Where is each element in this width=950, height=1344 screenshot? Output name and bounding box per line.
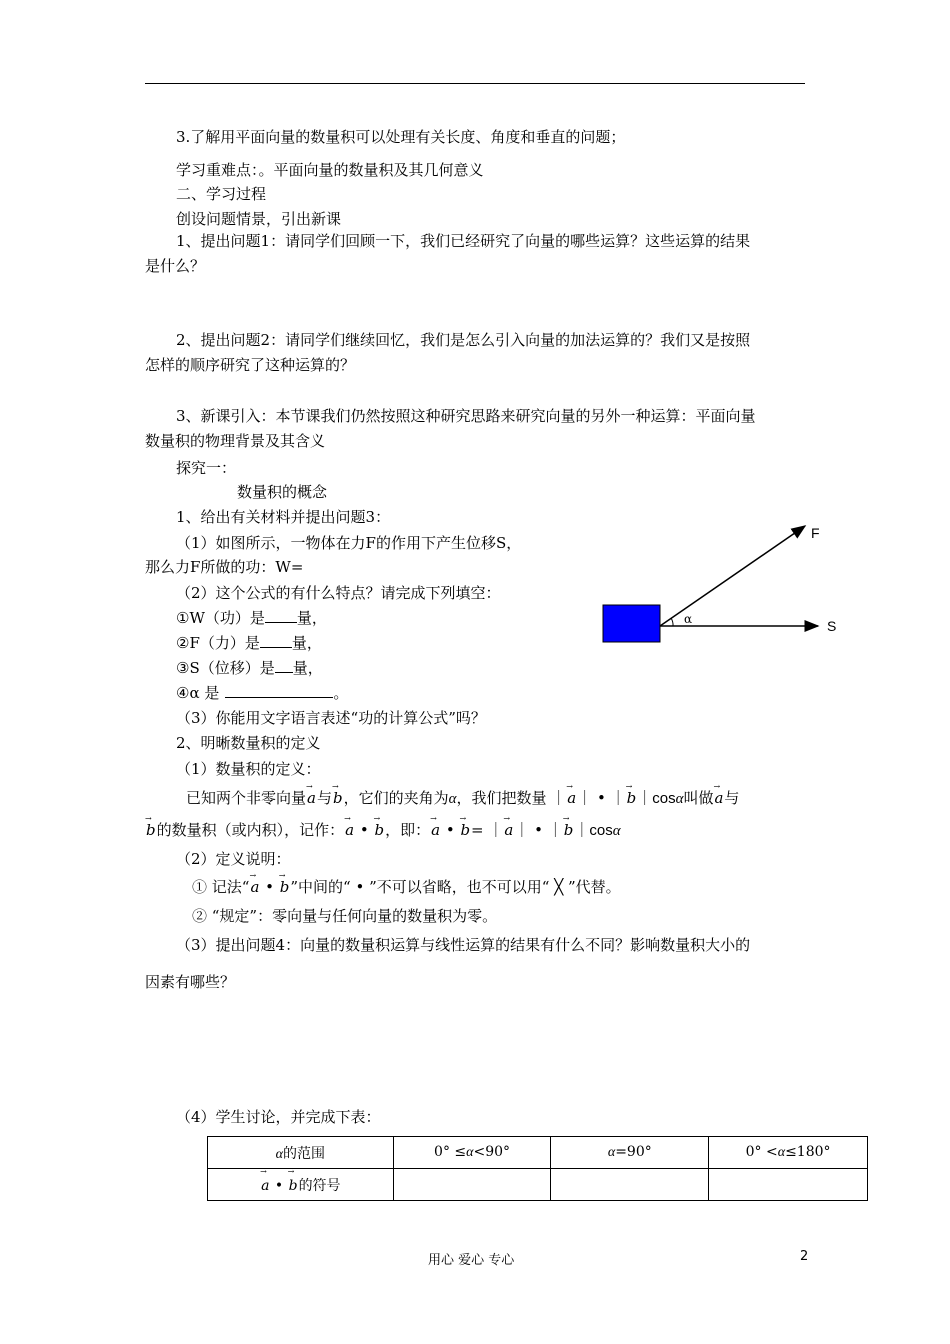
alpha-symbol: α [777, 1145, 786, 1160]
cell-text: 的符号 [298, 1177, 341, 1194]
definition-notes-heading: （2）定义说明： [176, 850, 291, 868]
table-label-cell [208, 1169, 394, 1201]
text: ｜ • ｜ [514, 821, 563, 839]
fill-suffix: 量， [292, 659, 323, 677]
alpha-symbol: α [612, 823, 621, 839]
text: 与 [316, 789, 332, 807]
angle-label: α [684, 612, 693, 626]
force-arrow [660, 526, 805, 626]
question-3-cont: 数量积的物理背景及其含义 [145, 432, 326, 450]
verbal-question: （3）你能用文字语言表述“功的计算公式”吗？ [176, 709, 486, 727]
vector-a: → a [566, 788, 577, 808]
definition-subheading: （1）数量积的定义： [176, 760, 321, 778]
alpha-symbol: α [466, 1145, 474, 1160]
table-header-cell [709, 1137, 868, 1169]
footer-motto: 用心 爱心 专心 [428, 1253, 515, 1268]
header-rule [145, 83, 805, 84]
text: ① 记法“ [192, 878, 250, 896]
text: ｜ • ｜ [577, 789, 626, 807]
table-header-cell [208, 1137, 394, 1169]
work-formula: 那么力F所做的功：W= [145, 558, 304, 576]
vector-a: → a [306, 788, 317, 808]
fill-blank-angle [176, 683, 348, 703]
definition-sentence [186, 788, 739, 809]
question-2: 2、提出问题2：请同学们继续回忆，我们是怎么引入向量的加法运算的？我们又是按照 [176, 331, 751, 349]
vector-b: → b [373, 820, 385, 840]
subsection-heading: 创设问题情景，引出新课 [176, 210, 342, 228]
formula-question: （2）这个公式的有什么特点？请完成下列填空： [176, 584, 501, 602]
section-heading: 二、学习过程 [176, 185, 267, 203]
question-3: 3、新课引入：本节课我们仍然按照这种研究思路来研究向量的另外一种运算：平面向量 [176, 407, 756, 425]
cell-text: 0° ≤ [434, 1144, 467, 1160]
alpha-symbol: α [275, 1146, 283, 1162]
answer-blank[interactable] [225, 683, 333, 698]
text: ，即： [385, 821, 431, 839]
alpha-symbol: α [607, 1145, 616, 1160]
object-box [603, 605, 660, 642]
text: = ｜ [471, 821, 504, 839]
vector-a: → a [249, 877, 260, 897]
table-intro: （4）学生讨论，并完成下表： [176, 1108, 381, 1126]
vector-a: → a [503, 820, 514, 840]
alpha-symbol: α [675, 791, 684, 807]
fill-blank-displacement [176, 658, 323, 678]
answer-cell[interactable] [393, 1169, 551, 1201]
cell-text: <90° [473, 1144, 511, 1160]
answer-blank[interactable] [260, 633, 292, 648]
vector-b: → b [332, 788, 344, 808]
text: • [355, 821, 374, 839]
text: ｜ [574, 821, 590, 839]
displacement-label: S [827, 618, 837, 634]
table-header-cell [393, 1137, 551, 1169]
vector-b: → b [145, 820, 157, 840]
fill-blank-work [176, 608, 327, 628]
answer-cell[interactable] [709, 1169, 868, 1201]
vector-b: → b [563, 820, 575, 840]
vector-a: → a [713, 788, 724, 808]
vector-a: → a [344, 820, 355, 840]
text: 与 [724, 789, 740, 807]
figure-description: （1）如图所示，一物体在力F的作用下产生位移S， [176, 534, 522, 552]
fill-suffix: 量， [296, 609, 327, 627]
cell-text: 0° < [745, 1144, 778, 1160]
cell-text: 的范围 [283, 1145, 325, 1162]
vector-a: → a [430, 820, 441, 840]
explore-heading: 探究一： [176, 459, 237, 477]
table-row [208, 1137, 868, 1169]
fill-label: ①W（功）是 [176, 609, 265, 627]
vector-b: → b [288, 1178, 299, 1194]
text: ，我们把数量 ｜ [456, 789, 567, 807]
vector-b: → b [626, 788, 638, 808]
vector-b: → b [459, 820, 471, 840]
cell-text: ≤180° [785, 1144, 831, 1160]
text: • [441, 821, 460, 839]
question-1: 1、提出问题1：请同学们回顾一下，我们已经研究了向量的哪些运算？这些运算的结果 [176, 232, 751, 250]
material-intro: 1、给出有关材料并提出问题3： [176, 508, 391, 526]
text: • [260, 878, 279, 896]
vector-b: → b [279, 877, 291, 897]
sign-table [207, 1136, 868, 1201]
force-displacement-figure [595, 518, 855, 658]
question-1-cont: 是什么？ [145, 257, 206, 275]
answer-blank[interactable] [275, 658, 293, 673]
text: ，它们的夹角为 [343, 789, 449, 807]
fill-blank-force [176, 633, 322, 653]
key-points: 学习重难点：。平面向量的数量积及其几何意义 [176, 161, 484, 179]
cell-text: • [270, 1177, 288, 1194]
note-2: ② “规定”：零向量与任何向量的数量积为零。 [192, 907, 498, 925]
fill-suffix: 量， [291, 634, 322, 652]
table-row [208, 1169, 868, 1201]
text: 的数量积（或内积），记作： [156, 821, 345, 839]
alpha-symbol: α [448, 791, 457, 807]
question-2-cont: 怎样的顺序研究了这种运算的？ [145, 356, 356, 374]
fill-label: ③S（位移）是 [176, 659, 275, 677]
table-header-cell [551, 1137, 709, 1169]
objective-3: 3.了解用平面向量的数量积可以处理有关长度、角度和垂直的问题； [176, 128, 626, 146]
text: ｜ [637, 789, 653, 807]
vector-a: → a [260, 1178, 270, 1194]
text: 叫做 [683, 789, 714, 807]
page-number: 2 [800, 1249, 809, 1264]
text: 已知两个非零向量 [186, 789, 307, 807]
fill-label: ②F（力）是 [176, 634, 260, 652]
definition-heading: 2、明晰数量积的定义 [176, 734, 321, 752]
question-4: （3）提出问题4：向量的数量积运算与线性运算的结果有什么不同？影响数量积大小的 [176, 936, 751, 954]
question-4-cont: 因素有哪些？ [145, 973, 236, 991]
angle-arc [671, 618, 673, 626]
fill-suffix: 。 [333, 684, 349, 702]
cos-text: cos [652, 790, 676, 807]
concept-heading: 数量积的概念 [237, 483, 328, 501]
note-1 [192, 877, 621, 897]
answer-blank[interactable] [265, 608, 297, 623]
cos-text: cos [589, 822, 613, 839]
fill-label: ④α 是 [176, 684, 220, 702]
force-label: F [811, 525, 820, 541]
text: ”中间的“ • ”不可以省略，也不可以用“ ╳ ”代替。 [290, 878, 621, 896]
cell-text: =90° [615, 1144, 652, 1160]
definition-notation [145, 820, 621, 841]
answer-cell[interactable] [551, 1169, 709, 1201]
